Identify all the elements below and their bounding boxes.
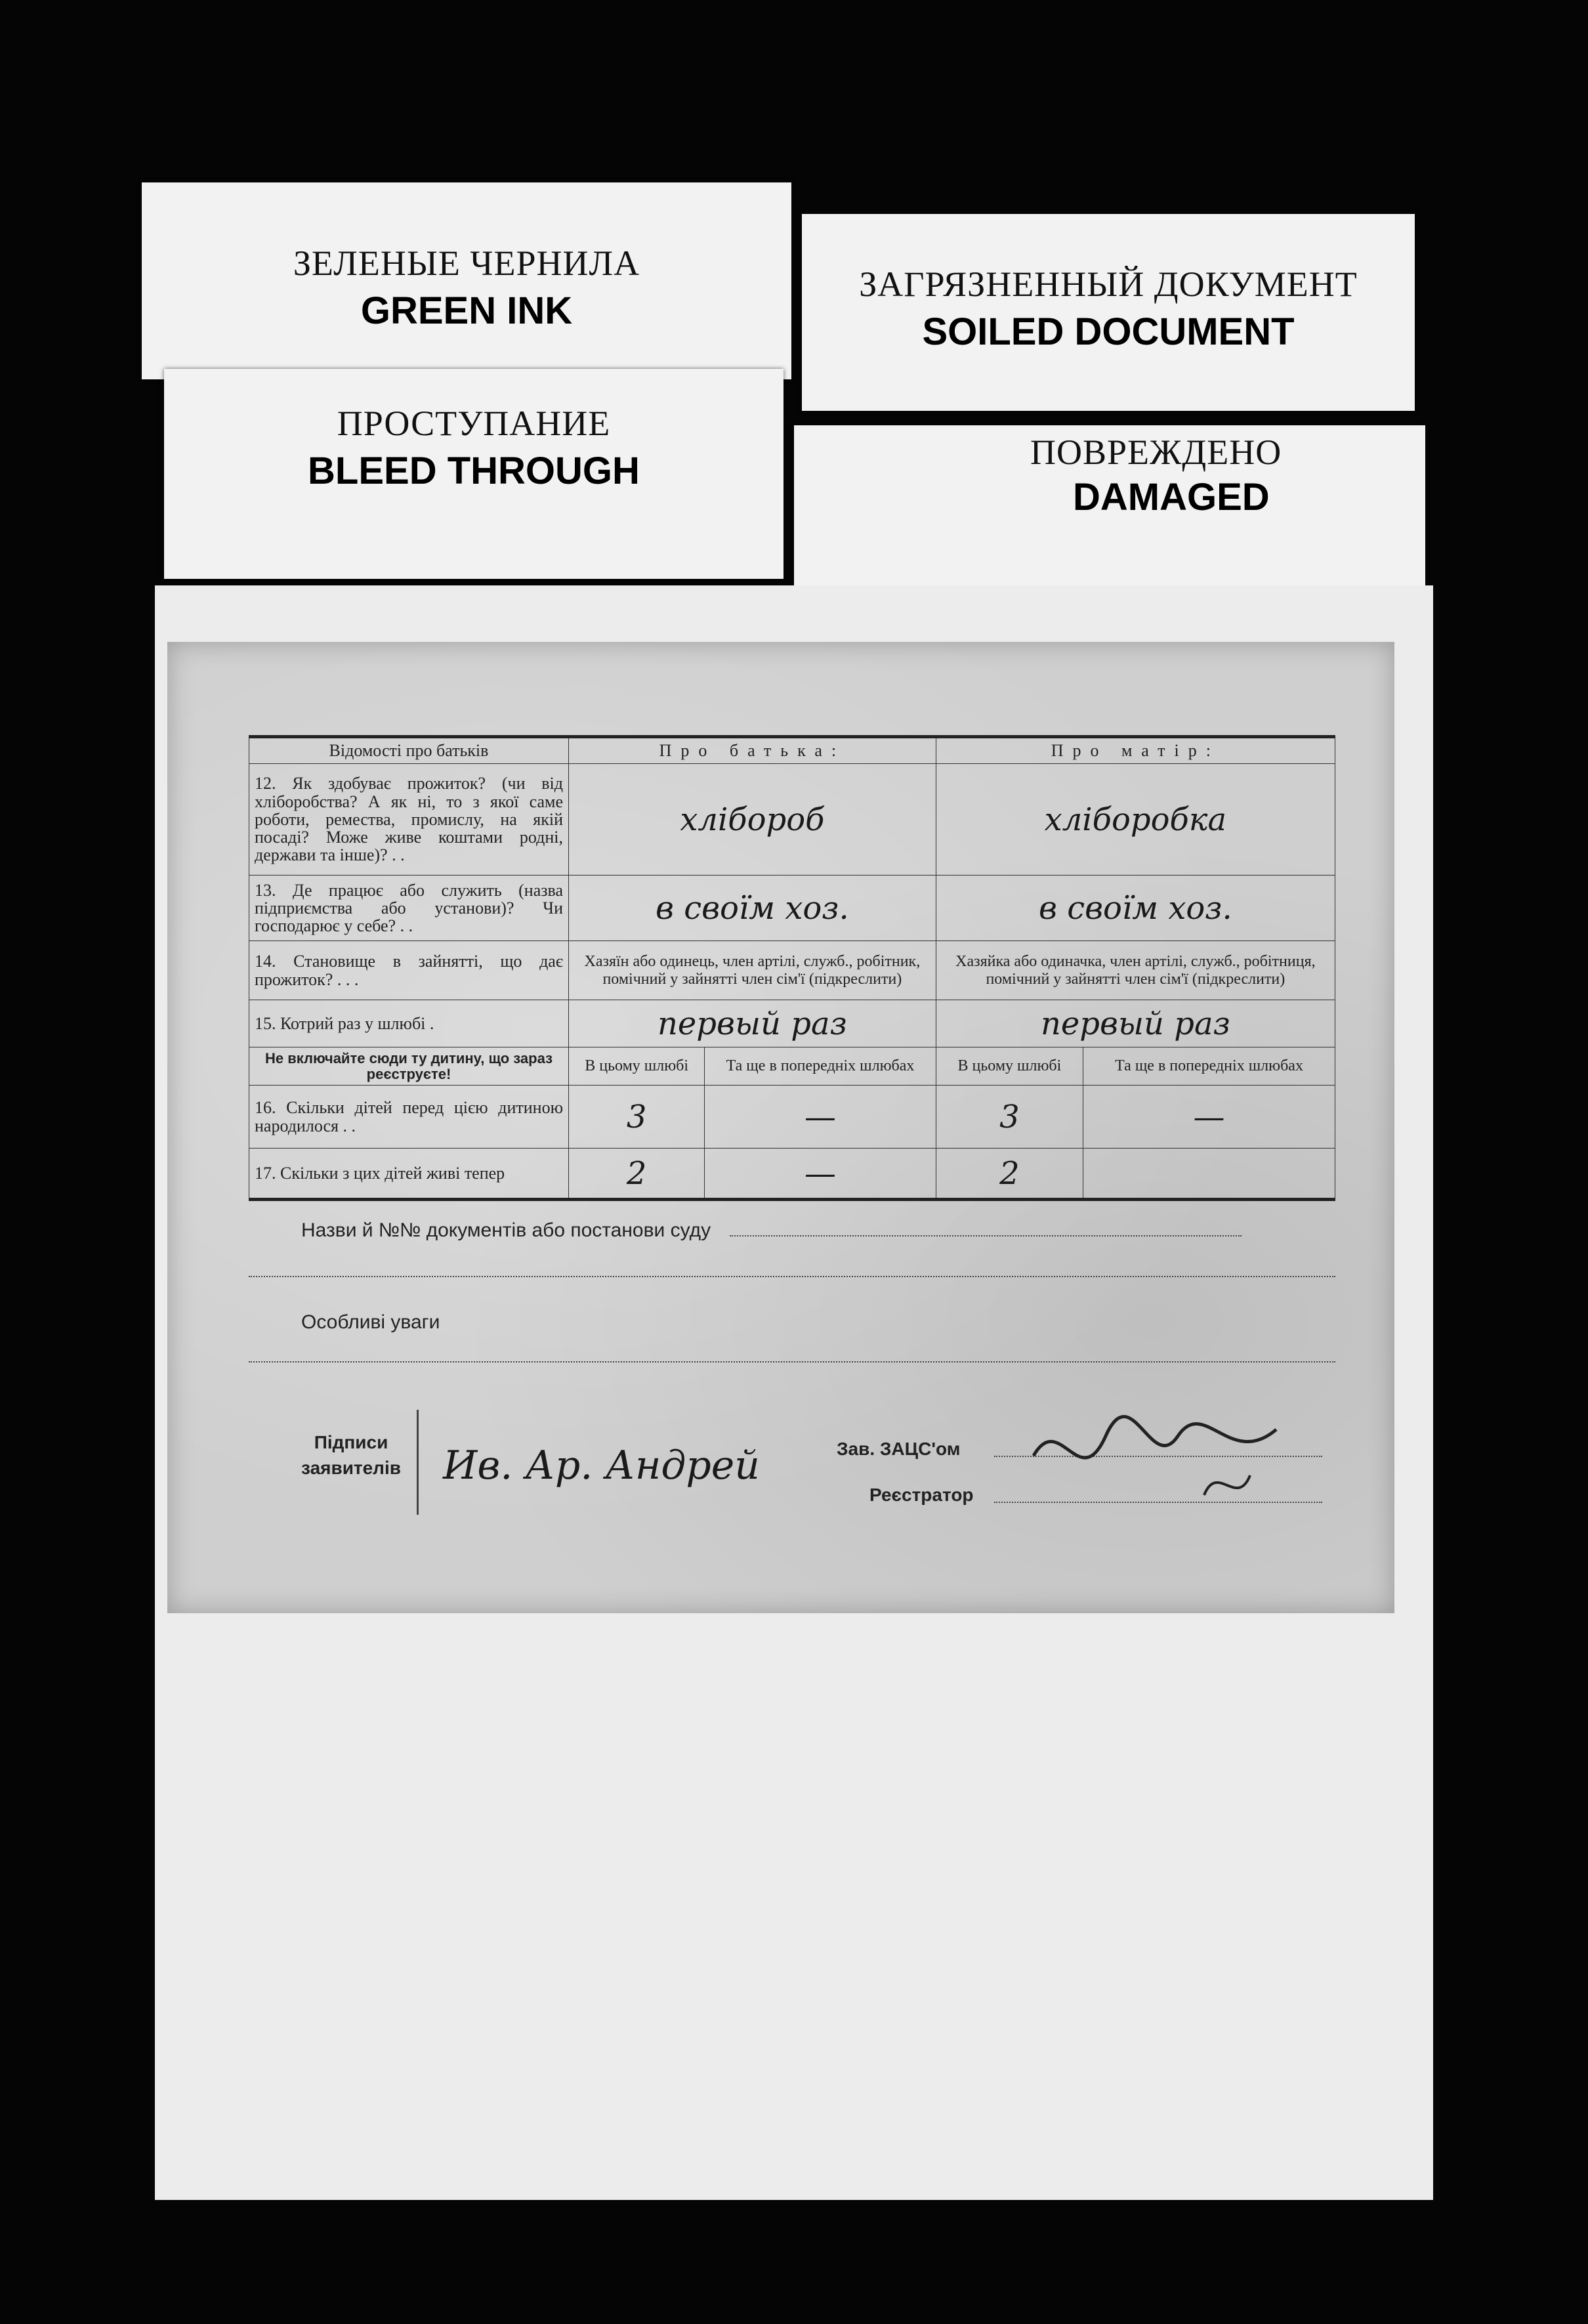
question-14: 14. Становище в зайнятті, що дає прожиток? . . . — [249, 941, 569, 1000]
registrar-label: Реєстратор — [869, 1485, 974, 1505]
official-signature — [1020, 1397, 1296, 1515]
q17-mother-prev — [1083, 1149, 1335, 1200]
documents-line — [249, 1219, 1335, 1242]
question-12: 12. Як здобуває прожиток? (чи від хліборобства? А як ні, то з якої саме роботи, ремества, промислу, на якій посаді? Може живе коштами родні, держави та інше)? . . — [249, 764, 569, 876]
notes-label: Особливі уваги — [301, 1311, 440, 1333]
q17-mother-this: 2 — [936, 1149, 1083, 1200]
card-damaged-ru: ПОВРЕЖДЕНО — [1030, 433, 1282, 472]
father-answer-15: первый раз — [569, 1000, 936, 1047]
table-row — [249, 764, 1335, 876]
documents-line-2 — [249, 1276, 1335, 1277]
question-13: 13. Де працює або служить (назва підприємства або установи)? Чи господарює у себе? . . — [249, 876, 569, 941]
documents-dots — [730, 1221, 1242, 1236]
question-15: 15. Котрий раз у шлюбі . — [249, 1000, 569, 1047]
header-mother: Про матір: — [936, 737, 1335, 764]
card-damaged — [794, 425, 1425, 596]
question-16: 16. Скільки дітей перед цією дитиною народилося . . — [249, 1086, 569, 1149]
table-row — [249, 1086, 1335, 1149]
q17-father-this: 2 — [569, 1149, 705, 1200]
applicant-signature: Ив. Ар. Андрей — [443, 1443, 760, 1489]
q16-father-prev: — — [705, 1086, 936, 1149]
head-label: Зав. ЗАЦС'ом — [837, 1439, 961, 1459]
mother-answer-15: первый раз — [936, 1000, 1335, 1047]
header-father: Про батька: — [569, 737, 936, 764]
card-green-ink — [142, 182, 791, 379]
children-note: Не включайте сюди ту дитину, що зараз реєструєте! — [249, 1047, 569, 1086]
card-soiled-document — [802, 214, 1415, 411]
parents-table — [249, 735, 1335, 1201]
signatures-label: Підписи заявителів — [301, 1432, 401, 1479]
card-soiled-ru: ЗАГРЯЗНЕННЫЙ ДОКУМЕНТ — [859, 264, 1358, 304]
card-green-ink-ru: ЗЕЛЕНЫЕ ЧЕРНИЛА — [293, 243, 640, 283]
q17-father-prev: — — [705, 1149, 936, 1200]
card-bleed-en: BLEED THROUGH — [308, 450, 640, 492]
mother-previous: Та ще в попередніх шлюбах — [1083, 1047, 1335, 1086]
q16-mother-this: 3 — [936, 1086, 1083, 1149]
card-green-ink-en: GREEN INK — [360, 289, 573, 332]
children-subheader — [249, 1047, 1335, 1086]
table-row — [249, 1000, 1335, 1047]
card-soiled-en: SOILED DOCUMENT — [922, 310, 1295, 353]
table-row — [249, 941, 1335, 1000]
mother-this-marriage: В цьому шлюбі — [936, 1047, 1083, 1086]
mother-answer-13: в своїм хоз. — [936, 876, 1335, 941]
documents-label: Назви й №№ документів або постанови суду — [301, 1219, 711, 1241]
registration-form — [167, 642, 1394, 1613]
notes-dots — [249, 1361, 1335, 1363]
father-answer-13: в своїм хоз. — [569, 876, 936, 941]
father-answer-14: Хазяїн або одинець, член артілі, служб., робітник, помічний у зайнятті член сім'ї (підкреслити) — [569, 941, 936, 1000]
question-17: 17. Скільки з цих дітей живі тепер — [249, 1149, 569, 1200]
mother-answer-12: хліборобка — [936, 764, 1335, 876]
father-answer-12: хлібороб — [569, 764, 936, 876]
table-row — [249, 1149, 1335, 1200]
header-info: Відомості про батьків — [249, 737, 569, 764]
father-previous: Та ще в попередніх шлюбах — [705, 1047, 936, 1086]
father-this-marriage: В цьому шлюбі — [569, 1047, 705, 1086]
q16-father-this: 3 — [569, 1086, 705, 1149]
notes-line — [249, 1311, 1335, 1334]
table-row — [249, 876, 1335, 941]
signature-brace — [417, 1410, 421, 1515]
card-bleed-ru: ПРОСТУПАНИЕ — [337, 404, 611, 443]
card-bleed-through — [164, 369, 784, 579]
card-damaged-en: DAMAGED — [1073, 476, 1270, 518]
q16-mother-prev: — — [1083, 1086, 1335, 1149]
mother-answer-14: Хазяйка або одиначка, член артілі, служб., робітниця, помічний у зайнятті член сім'ї (підкреслити) — [936, 941, 1335, 1000]
